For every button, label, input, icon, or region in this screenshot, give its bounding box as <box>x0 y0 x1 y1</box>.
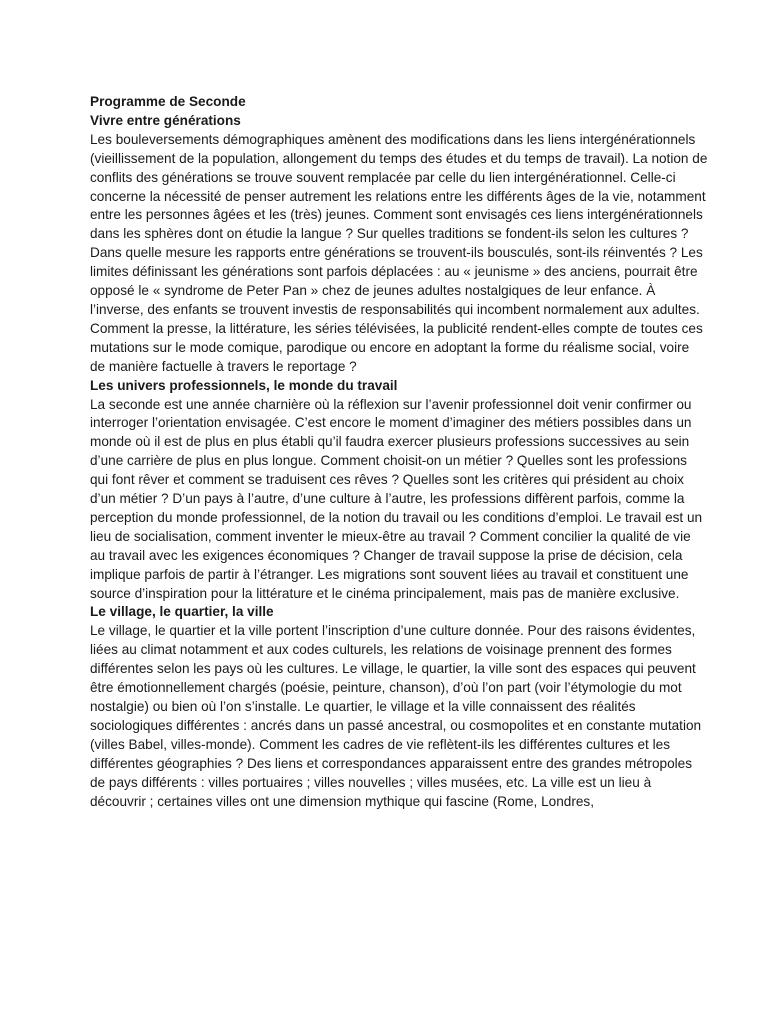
section-heading-city: Le village, le quartier, la ville <box>90 604 274 620</box>
section-body-city: Le village, le quartier et la ville portent l’inscription d’une culture donnée. Pour des raisons évidentes, liées au climat notamment et aux codes culturels, les relations de voisinage prennent des formes différentes selon les pays où les cultures. Le village, le quartier, la ville sont des espaces qui peuvent être émotionnellement chargés (poésie, peinture, chanson), d’où l’on part (voir l’étymologie du mot nostalgie) ou bien où l’on s’installe. Le quartier, le village et la ville connaissent des réalités sociologiques différentes : ancrés dans un passé ancestral, ou cosmopolites et en constante mutation (villes Babel, villes-monde). Comment les cadres de vie reflètent-ils les différentes cultures et les différentes géographies ? Des liens et correspondances apparaissent entre des grandes métropoles de pays différents : villes portuaires ; villes nouvelles ; villes musées, etc. La ville est un lieu à découvrir ; certaines villes ont une dimension mythique qui fascine (Rome, Londres, <box>90 623 702 809</box>
program-title: Programme de Seconde <box>90 94 246 109</box>
section-heading-generations: Vivre entre générations <box>90 112 241 128</box>
section-body-work: La seconde est une année charnière où la réflexion sur l’avenir professionnel doit venir confirmer ou interroger l’orientation envisagée. C’est encore le moment d’imaginer des métiers possibles dans un monde où il est de plus en plus établi qu’il faudra exercer plusieurs professions successives au sein d’une carrière de plus en plus longue. Comment choisit-on un métier ? Quelles sont les professions qui font rêver et comment se traduisent ces rêves ? Quelles sont les critères qui président au choix d’un métier ? D’un pays à l’autre, d’une culture à l’autre, les professions diffèrent parfois, comme la perception du monde professionnel, de la notion du travail ou les conditions d’emploi. Le travail est un lieu de socialisation, comment inventer le mieux-être au travail ? Comment concilier la qualité de vie au travail avec les exigences économiques ? Changer de travail suppose la prise de décision, cela implique parfois de partir à l’étranger. Les migrations sont souvent liées au travail et constituent une source d’inspiration pour la littérature et le cinéma principalement, mais pas de manière exclusive. <box>90 396 703 601</box>
section-body-generations: Les bouleversements démographiques amènent des modifications dans les liens intergénérationnels (vieillissement de la population, allongement du temps des études et du temps de travail). La notion de conflits des générations se trouve souvent remplacée par celle du lien intergénérationnel. Celle-ci concerne la nécessité de penser autrement les relations entre les différents âges de la vie, notamment entre les personnes âgées et les (très) jeunes. Comment sont envisagés ces liens intergénérationnels dans les sphères dont on étudie la langue ? Sur quelles traditions se fondent-ils selon les cultures ? Dans quelle mesure les rapports entre générations se trouvent-ils bousculés, sont-ils réinventés ? Les limites définissant les générations sont parfois déplacées : au « jeunisme » des anciens, pourrait être opposé le « syndrome de Peter Pan » chez de jeunes adultes nostalgiques de leur enfance. À l’inverse, des enfants se trouvent investis de responsabilités qui incombent normalement aux adultes. Comment la presse, la littérature, les séries télévisées, la publicité rendent-elles compte de toutes ces mutations sur le mode comique, parodique ou encore en adoptant la forme du réalisme social, voire de manière factuelle à travers le reportage ? <box>90 131 708 374</box>
document-page <box>90 93 708 811</box>
section-heading-work: Les univers professionnels, le monde du travail <box>90 377 398 393</box>
